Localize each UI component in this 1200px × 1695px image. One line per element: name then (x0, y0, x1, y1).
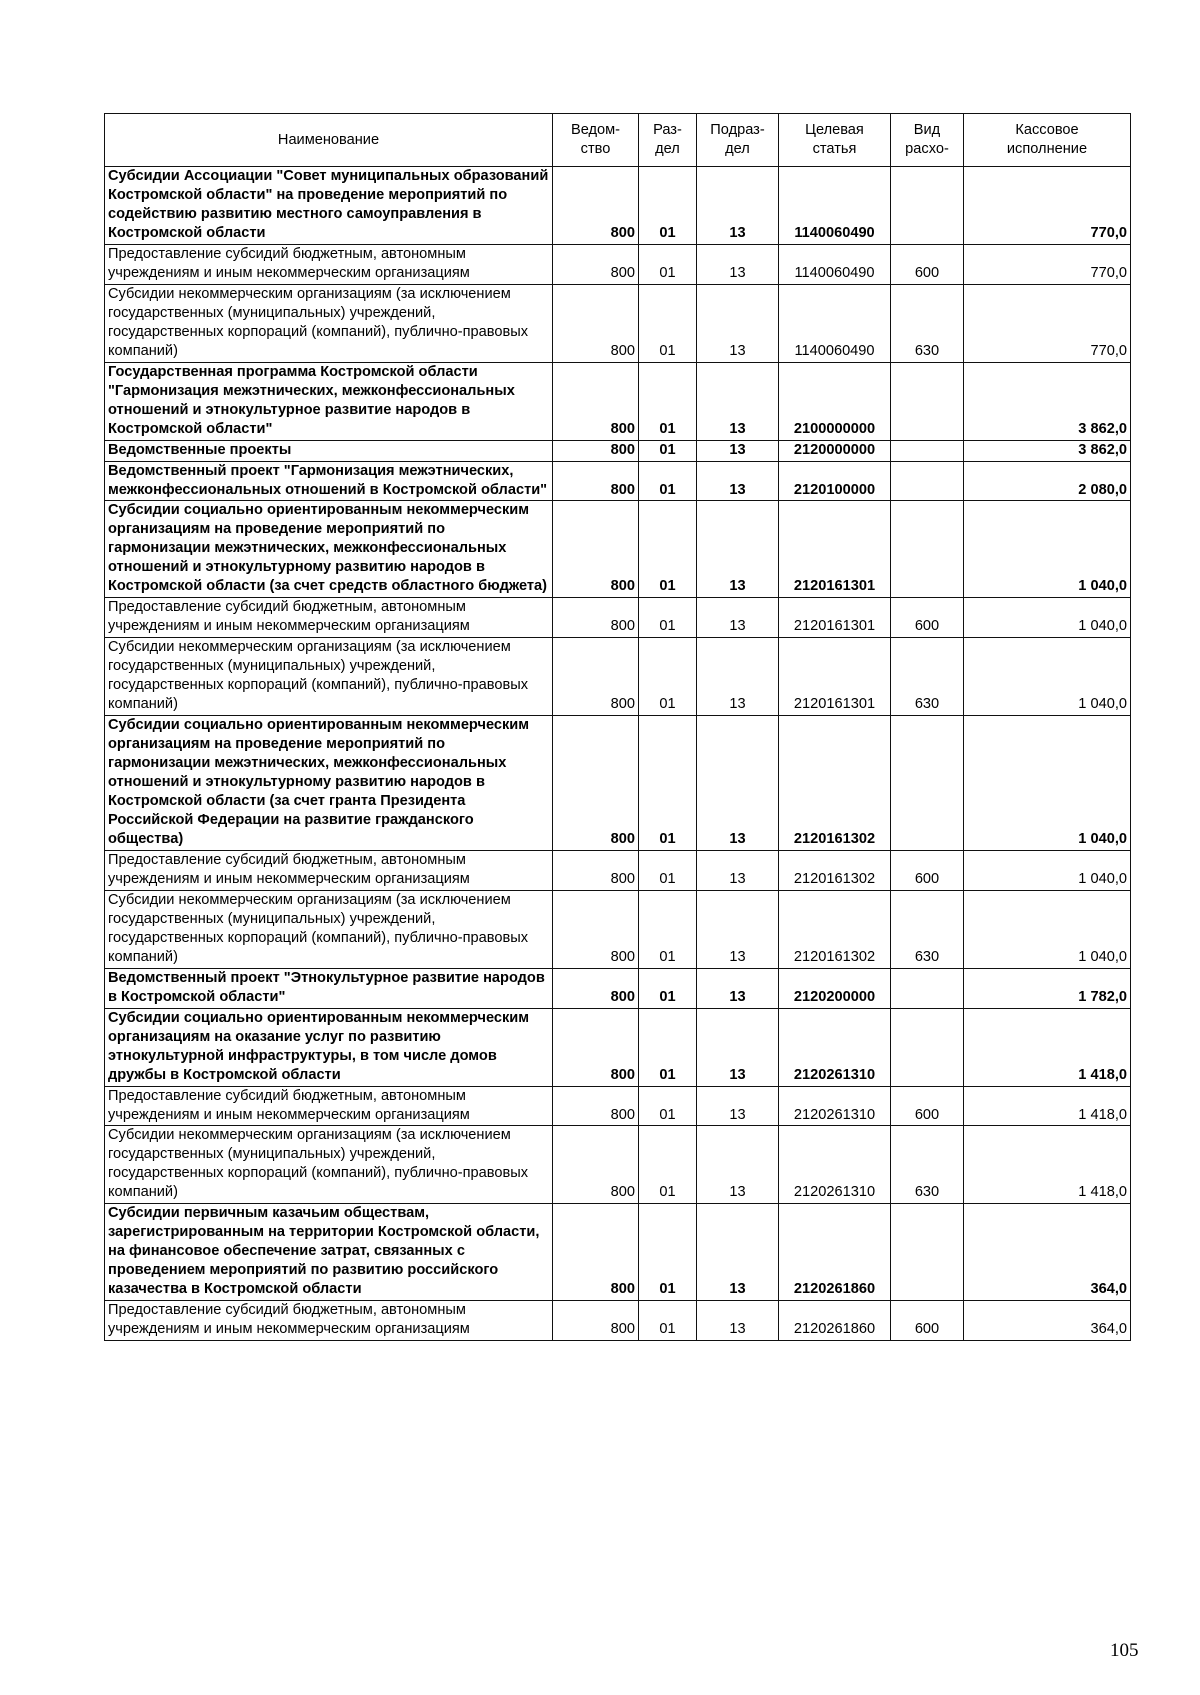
cell-vedomstvo: 800 (553, 1086, 639, 1126)
cell-name: Предоставление субсидий бюджетным, автономным учреждениям и иным некоммерческим организациям (105, 598, 553, 638)
cell-vid-rashodov: 600 (891, 598, 964, 638)
cell-kassovoe-ispolnenie: 3 862,0 (964, 362, 1131, 440)
cell-kassovoe-ispolnenie: 1 040,0 (964, 850, 1131, 890)
cell-celevaya-statya: 2120161301 (779, 501, 891, 598)
cell-razdel: 01 (639, 716, 697, 851)
cell-name: Ведомственные проекты (105, 440, 553, 461)
cell-vedomstvo: 800 (553, 968, 639, 1008)
cell-vedomstvo: 800 (553, 362, 639, 440)
table-body (105, 167, 1131, 1341)
cell-kassovoe-ispolnenie: 1 782,0 (964, 968, 1131, 1008)
table-row (105, 362, 1131, 440)
cell-vedomstvo: 800 (553, 890, 639, 968)
cell-podrazdel: 13 (697, 440, 779, 461)
cell-vid-rashodov (891, 501, 964, 598)
cell-name: Государственная программа Костромской области "Гармонизация межэтнических, межконфессиональных отношений и этнокультурное развитие народов в Костромской области" (105, 362, 553, 440)
cell-kassovoe-ispolnenie: 2 080,0 (964, 461, 1131, 501)
cell-razdel: 01 (639, 890, 697, 968)
cell-celevaya-statya: 2120000000 (779, 440, 891, 461)
cell-celevaya-statya: 2120261310 (779, 1126, 891, 1204)
cell-kassovoe-ispolnenie: 1 040,0 (964, 638, 1131, 716)
cell-celevaya-statya: 2120161301 (779, 598, 891, 638)
cell-name: Субсидии некоммерческим организациям (за исключением государственных (муниципальных) учреждений, государственных корпораций (компаний), публично-правовых компаний) (105, 890, 553, 968)
cell-kassovoe-ispolnenie: 1 040,0 (964, 501, 1131, 598)
cell-podrazdel: 13 (697, 167, 779, 245)
table-row (105, 638, 1131, 716)
cell-vedomstvo: 800 (553, 1301, 639, 1341)
cell-celevaya-statya: 2120261310 (779, 1086, 891, 1126)
cell-podrazdel: 13 (697, 1086, 779, 1126)
cell-razdel: 01 (639, 244, 697, 284)
cell-razdel: 01 (639, 968, 697, 1008)
cell-razdel: 01 (639, 461, 697, 501)
table-row (105, 890, 1131, 968)
cell-vid-rashodov (891, 461, 964, 501)
budget-execution-table (104, 113, 1131, 1341)
cell-kassovoe-ispolnenie: 364,0 (964, 1204, 1131, 1301)
header-kassovoe-ispolnenie: Кассовое исполнение (964, 114, 1131, 167)
table-row (105, 1008, 1131, 1086)
table-row (105, 1301, 1131, 1341)
cell-podrazdel: 13 (697, 362, 779, 440)
cell-vid-rashodov: 600 (891, 244, 964, 284)
header-name: Наименование (105, 114, 553, 167)
cell-razdel: 01 (639, 167, 697, 245)
table-row (105, 167, 1131, 245)
cell-vid-rashodov: 630 (891, 1126, 964, 1204)
cell-vedomstvo: 800 (553, 716, 639, 851)
cell-celevaya-statya: 2120261860 (779, 1204, 891, 1301)
cell-name: Субсидии первичным казачьим обществам, зарегистрированным на территории Костромской области, на финансовое обеспечение затрат, связанных с проведением мероприятий по развитию российского казачества в Костромской области (105, 1204, 553, 1301)
cell-podrazdel: 13 (697, 284, 779, 362)
cell-kassovoe-ispolnenie: 3 862,0 (964, 440, 1131, 461)
cell-vedomstvo: 800 (553, 598, 639, 638)
cell-vedomstvo: 800 (553, 501, 639, 598)
cell-vid-rashodov: 630 (891, 638, 964, 716)
cell-vedomstvo: 800 (553, 1008, 639, 1086)
cell-podrazdel: 13 (697, 244, 779, 284)
cell-celevaya-statya: 2120200000 (779, 968, 891, 1008)
cell-celevaya-statya: 2120161302 (779, 716, 891, 851)
cell-razdel: 01 (639, 1204, 697, 1301)
cell-kassovoe-ispolnenie: 364,0 (964, 1301, 1131, 1341)
cell-podrazdel: 13 (697, 850, 779, 890)
cell-vedomstvo: 800 (553, 1126, 639, 1204)
table-row (105, 244, 1131, 284)
cell-vedomstvo: 800 (553, 638, 639, 716)
cell-kassovoe-ispolnenie: 1 418,0 (964, 1086, 1131, 1126)
cell-podrazdel: 13 (697, 1008, 779, 1086)
cell-razdel: 01 (639, 362, 697, 440)
cell-podrazdel: 13 (697, 968, 779, 1008)
table-row (105, 461, 1131, 501)
cell-vedomstvo: 800 (553, 440, 639, 461)
cell-celevaya-statya: 1140060490 (779, 284, 891, 362)
cell-kassovoe-ispolnenie: 1 040,0 (964, 598, 1131, 638)
cell-podrazdel: 13 (697, 716, 779, 851)
cell-kassovoe-ispolnenie: 770,0 (964, 284, 1131, 362)
cell-celevaya-statya: 2120261860 (779, 1301, 891, 1341)
cell-vedomstvo: 800 (553, 244, 639, 284)
cell-vid-rashodov (891, 1008, 964, 1086)
cell-podrazdel: 13 (697, 501, 779, 598)
cell-razdel: 01 (639, 501, 697, 598)
cell-razdel: 01 (639, 1301, 697, 1341)
cell-razdel: 01 (639, 850, 697, 890)
cell-name: Предоставление субсидий бюджетным, автономным учреждениям и иным некоммерческим организациям (105, 244, 553, 284)
header-podrazdel: Подраз- дел (697, 114, 779, 167)
cell-podrazdel: 13 (697, 1204, 779, 1301)
cell-podrazdel: 13 (697, 638, 779, 716)
table-row (105, 1204, 1131, 1301)
table-row (105, 598, 1131, 638)
header-vid-rashodov: Вид расхо- (891, 114, 964, 167)
table-row (105, 1086, 1131, 1126)
cell-name: Субсидии Ассоциации "Совет муниципальных образований Костромской области" на проведение мероприятий по содействию развитию местного самоуправления в Костромской области (105, 167, 553, 245)
cell-kassovoe-ispolnenie: 1 418,0 (964, 1126, 1131, 1204)
table-row (105, 1126, 1131, 1204)
cell-vid-rashodov (891, 716, 964, 851)
cell-vid-rashodov: 630 (891, 284, 964, 362)
cell-podrazdel: 13 (697, 598, 779, 638)
cell-vedomstvo: 800 (553, 461, 639, 501)
cell-celevaya-statya: 2120261310 (779, 1008, 891, 1086)
cell-vid-rashodov (891, 968, 964, 1008)
table-row (105, 501, 1131, 598)
cell-name: Предоставление субсидий бюджетным, автономным учреждениям и иным некоммерческим организациям (105, 1086, 553, 1126)
cell-kassovoe-ispolnenie: 770,0 (964, 167, 1131, 245)
page-number: 105 (1110, 1640, 1139, 1661)
cell-kassovoe-ispolnenie: 1 418,0 (964, 1008, 1131, 1086)
cell-razdel: 01 (639, 284, 697, 362)
cell-vedomstvo: 800 (553, 284, 639, 362)
cell-vedomstvo: 800 (553, 1204, 639, 1301)
cell-razdel: 01 (639, 598, 697, 638)
table-header (105, 114, 1131, 167)
cell-name: Субсидии некоммерческим организациям (за исключением государственных (муниципальных) учреждений, государственных корпораций (компаний), публично-правовых компаний) (105, 1126, 553, 1204)
cell-vid-rashodov: 600 (891, 1301, 964, 1341)
cell-razdel: 01 (639, 1008, 697, 1086)
cell-razdel: 01 (639, 1126, 697, 1204)
cell-name: Ведомственный проект "Гармонизация межэтнических, межконфессиональных отношений в Костромской области" (105, 461, 553, 501)
cell-podrazdel: 13 (697, 1301, 779, 1341)
cell-vid-rashodov (891, 167, 964, 245)
cell-name: Субсидии социально ориентированным некоммерческим организациям на проведение мероприятий по гармонизации межэтнических, межконфессиональных отношений и этнокультурному развитию народов в Костромской области (за счет гранта Президента Российской Федерации на развитие гражданского общества) (105, 716, 553, 851)
cell-podrazdel: 13 (697, 1126, 779, 1204)
cell-vedomstvo: 800 (553, 850, 639, 890)
table-row (105, 716, 1131, 851)
cell-vedomstvo: 800 (553, 167, 639, 245)
cell-celevaya-statya: 1140060490 (779, 244, 891, 284)
cell-name: Ведомственный проект "Этнокультурное развитие народов в Костромской области" (105, 968, 553, 1008)
cell-vid-rashodov: 600 (891, 1086, 964, 1126)
cell-podrazdel: 13 (697, 461, 779, 501)
cell-celevaya-statya: 2120161301 (779, 638, 891, 716)
cell-razdel: 01 (639, 638, 697, 716)
cell-celevaya-statya: 2120100000 (779, 461, 891, 501)
table-row (105, 968, 1131, 1008)
table-row (105, 284, 1131, 362)
cell-celevaya-statya: 2100000000 (779, 362, 891, 440)
header-razdel: Раз- дел (639, 114, 697, 167)
cell-vid-rashodov (891, 440, 964, 461)
cell-vid-rashodov (891, 1204, 964, 1301)
cell-kassovoe-ispolnenie: 770,0 (964, 244, 1131, 284)
cell-name: Субсидии социально ориентированным некоммерческим организациям на оказание услуг по развитию этнокультурной инфраструктуры, в том числе домов дружбы в Костромской области (105, 1008, 553, 1086)
table-row (105, 850, 1131, 890)
header-vedomstvo: Ведом- ство (553, 114, 639, 167)
cell-name: Субсидии социально ориентированным некоммерческим организациям на проведение мероприятий по гармонизации межэтнических, межконфессиональных отношений и этнокультурному развитию народов в Костромской области (за счет средств областного бюджета) (105, 501, 553, 598)
cell-celevaya-statya: 2120161302 (779, 890, 891, 968)
cell-vid-rashodov (891, 362, 964, 440)
header-celevaya-statya: Целевая статья (779, 114, 891, 167)
cell-celevaya-statya: 2120161302 (779, 850, 891, 890)
cell-podrazdel: 13 (697, 890, 779, 968)
cell-name: Субсидии некоммерческим организациям (за исключением государственных (муниципальных) учреждений, государственных корпораций (компаний), публично-правовых компаний) (105, 638, 553, 716)
cell-vid-rashodov: 630 (891, 890, 964, 968)
cell-razdel: 01 (639, 1086, 697, 1126)
table-row (105, 440, 1131, 461)
cell-razdel: 01 (639, 440, 697, 461)
cell-celevaya-statya: 1140060490 (779, 167, 891, 245)
cell-name: Предоставление субсидий бюджетным, автономным учреждениям и иным некоммерческим организациям (105, 1301, 553, 1341)
cell-kassovoe-ispolnenie: 1 040,0 (964, 890, 1131, 968)
cell-name: Субсидии некоммерческим организациям (за исключением государственных (муниципальных) учреждений, государственных корпораций (компаний), публично-правовых компаний) (105, 284, 553, 362)
cell-kassovoe-ispolnenie: 1 040,0 (964, 716, 1131, 851)
cell-name: Предоставление субсидий бюджетным, автономным учреждениям и иным некоммерческим организациям (105, 850, 553, 890)
cell-vid-rashodov: 600 (891, 850, 964, 890)
